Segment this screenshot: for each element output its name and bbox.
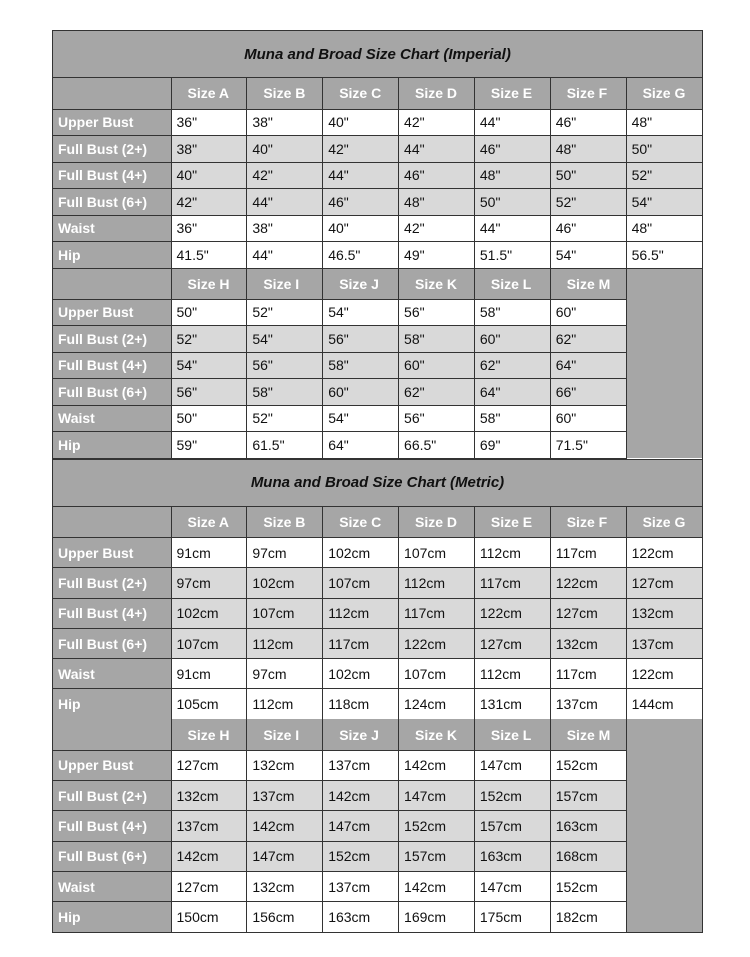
measurement-value: 127cm	[171, 871, 247, 901]
measurement-value: 58"	[474, 299, 550, 326]
measurement-value: 124cm	[399, 689, 475, 719]
measurement-value: 50"	[474, 189, 550, 216]
measurement-value: 137cm	[626, 628, 702, 658]
measurement-value: 118cm	[323, 689, 399, 719]
measurement-value: 40"	[247, 136, 323, 163]
measurement-value: 46"	[399, 162, 475, 189]
measurement-value: 132cm	[626, 598, 702, 628]
measurement-row	[53, 689, 702, 719]
measurement-value: 44"	[474, 109, 550, 136]
measurement-value: 56.5"	[626, 242, 702, 269]
measurement-value: 102cm	[247, 568, 323, 598]
measurement-row	[53, 871, 702, 901]
header-corner-cell	[53, 268, 171, 299]
measurement-value: 54"	[323, 405, 399, 432]
measurement-value: 152cm	[550, 750, 626, 780]
measurement-value: 58"	[247, 379, 323, 406]
measurement-value: 56"	[323, 326, 399, 353]
measurement-value: 142cm	[323, 781, 399, 811]
measurement-value: 41.5"	[171, 242, 247, 269]
measurement-value: 38"	[247, 109, 323, 136]
metric-chart-title: Muna and Broad Size Chart (Metric)	[53, 459, 702, 507]
size-column-header: Size K	[399, 719, 475, 750]
measurement-value: 46.5"	[323, 242, 399, 269]
size-column-header: Size H	[171, 268, 247, 299]
size-header-row	[53, 268, 702, 299]
measurement-value: 132cm	[171, 781, 247, 811]
measurement-value: 147cm	[474, 871, 550, 901]
measurement-value: 168cm	[550, 841, 626, 871]
measurement-value: 58"	[474, 405, 550, 432]
measurement-value: 44"	[323, 162, 399, 189]
measurement-label: Hip	[53, 432, 171, 459]
measurement-value: 147cm	[474, 750, 550, 780]
measurement-value: 64"	[323, 432, 399, 459]
measurement-value: 60"	[474, 326, 550, 353]
measurement-value: 97cm	[247, 538, 323, 568]
measurement-value: 64"	[550, 352, 626, 379]
measurement-value: 163cm	[323, 902, 399, 932]
size-column-header: Size M	[550, 719, 626, 750]
measurement-value: 152cm	[550, 871, 626, 901]
measurement-value: 61.5"	[247, 432, 323, 459]
size-column-header: Size M	[550, 268, 626, 299]
measurement-value: 132cm	[550, 628, 626, 658]
measurement-value: 157cm	[474, 811, 550, 841]
measurement-value: 107cm	[399, 659, 475, 689]
size-column-header: Size K	[399, 268, 475, 299]
measurement-row	[53, 326, 702, 353]
measurement-value: 91cm	[171, 659, 247, 689]
measurement-value: 112cm	[247, 689, 323, 719]
measurement-value: 137cm	[550, 689, 626, 719]
measurement-value: 157cm	[550, 781, 626, 811]
measurement-value: 46"	[550, 109, 626, 136]
measurement-value: 107cm	[399, 538, 475, 568]
measurement-value: 52"	[247, 299, 323, 326]
size-header-row	[53, 507, 702, 538]
measurement-label: Full Bust (2+)	[53, 326, 171, 353]
measurement-value: 102cm	[323, 659, 399, 689]
measurement-value: 117cm	[474, 568, 550, 598]
size-column-header: Size A	[171, 78, 247, 109]
measurement-value: 163cm	[474, 841, 550, 871]
size-column-header: Size C	[323, 507, 399, 538]
measurement-label: Upper Bust	[53, 299, 171, 326]
measurement-value: 127cm	[550, 598, 626, 628]
measurement-value: 132cm	[247, 871, 323, 901]
measurement-value: 48"	[474, 162, 550, 189]
measurement-label: Hip	[53, 689, 171, 719]
measurement-value: 117cm	[550, 659, 626, 689]
measurement-value: 46"	[323, 189, 399, 216]
measurement-label: Waist	[53, 659, 171, 689]
measurement-row	[53, 242, 702, 269]
measurement-value: 62"	[474, 352, 550, 379]
measurement-value: 175cm	[474, 902, 550, 932]
measurement-value: 107cm	[323, 568, 399, 598]
measurement-value: 52"	[247, 405, 323, 432]
measurement-value: 60"	[550, 299, 626, 326]
measurement-label: Full Bust (4+)	[53, 811, 171, 841]
measurement-value: 49"	[399, 242, 475, 269]
size-column-header: Size F	[550, 507, 626, 538]
measurement-label: Full Bust (6+)	[53, 189, 171, 216]
measurement-value: 42"	[247, 162, 323, 189]
measurement-label: Full Bust (6+)	[53, 841, 171, 871]
measurement-value: 38"	[171, 136, 247, 163]
measurement-value: 169cm	[399, 902, 475, 932]
size-column-header: Size J	[323, 268, 399, 299]
measurement-value: 44"	[474, 215, 550, 242]
measurement-value: 105cm	[171, 689, 247, 719]
measurement-value: 56"	[399, 299, 475, 326]
size-column-header: Size E	[474, 78, 550, 109]
measurement-value: 48"	[550, 136, 626, 163]
size-chart-sheet	[52, 30, 703, 933]
measurement-value: 66.5"	[399, 432, 475, 459]
measurement-value: 48"	[626, 215, 702, 242]
measurement-row	[53, 568, 702, 598]
imperial-table	[53, 78, 702, 459]
size-column-header: Size F	[550, 78, 626, 109]
measurement-row	[53, 781, 702, 811]
measurement-row	[53, 628, 702, 658]
size-column-header: Size I	[247, 268, 323, 299]
size-column-header: Size A	[171, 507, 247, 538]
measurement-value: 46"	[550, 215, 626, 242]
measurement-label: Waist	[53, 871, 171, 901]
measurement-value: 102cm	[171, 598, 247, 628]
measurement-value: 52"	[626, 162, 702, 189]
measurement-value: 122cm	[550, 568, 626, 598]
measurement-label: Upper Bust	[53, 750, 171, 780]
measurement-value: 50"	[171, 299, 247, 326]
size-column-header: Size G	[626, 78, 702, 109]
measurement-value: 112cm	[474, 538, 550, 568]
measurement-row	[53, 109, 702, 136]
measurement-label: Hip	[53, 902, 171, 932]
measurement-value: 152cm	[474, 781, 550, 811]
measurement-value: 112cm	[474, 659, 550, 689]
measurement-value: 54"	[323, 299, 399, 326]
size-column-header: Size L	[474, 268, 550, 299]
measurement-row	[53, 299, 702, 326]
measurement-value: 54"	[550, 242, 626, 269]
measurement-value: 142cm	[171, 841, 247, 871]
measurement-value: 152cm	[399, 811, 475, 841]
measurement-value: 50"	[171, 405, 247, 432]
measurement-value: 60"	[550, 405, 626, 432]
measurement-value: 36"	[171, 109, 247, 136]
measurement-value: 54"	[171, 352, 247, 379]
size-column-header: Size L	[474, 719, 550, 750]
measurement-label: Hip	[53, 242, 171, 269]
measurement-value: 157cm	[399, 841, 475, 871]
measurement-value: 137cm	[323, 750, 399, 780]
measurement-value: 42"	[171, 189, 247, 216]
size-column-header: Size E	[474, 507, 550, 538]
measurement-value: 38"	[247, 215, 323, 242]
measurement-value: 142cm	[399, 871, 475, 901]
size-column-header: Size J	[323, 719, 399, 750]
measurement-row	[53, 352, 702, 379]
measurement-row	[53, 136, 702, 163]
measurement-value: 142cm	[247, 811, 323, 841]
measurement-value: 91cm	[171, 538, 247, 568]
measurement-value: 40"	[171, 162, 247, 189]
measurement-value: 56"	[399, 405, 475, 432]
measurement-value: 40"	[323, 215, 399, 242]
measurement-value: 122cm	[626, 659, 702, 689]
size-column-header: Size B	[247, 78, 323, 109]
header-corner-cell	[53, 507, 171, 538]
measurement-value: 163cm	[550, 811, 626, 841]
measurement-label: Full Bust (6+)	[53, 628, 171, 658]
measurement-value: 52"	[171, 326, 247, 353]
measurement-value: 122cm	[626, 538, 702, 568]
measurement-value: 117cm	[550, 538, 626, 568]
measurement-row	[53, 405, 702, 432]
measurement-value: 54"	[626, 189, 702, 216]
measurement-value: 117cm	[323, 628, 399, 658]
measurement-value: 56"	[171, 379, 247, 406]
measurement-row	[53, 811, 702, 841]
measurement-value: 122cm	[474, 598, 550, 628]
measurement-label: Full Bust (4+)	[53, 162, 171, 189]
measurement-value: 147cm	[247, 841, 323, 871]
measurement-value: 58"	[323, 352, 399, 379]
measurement-label: Waist	[53, 215, 171, 242]
measurement-value: 40"	[323, 109, 399, 136]
measurement-value: 97cm	[171, 568, 247, 598]
measurement-value: 42"	[399, 215, 475, 242]
measurement-row	[53, 750, 702, 780]
measurement-value: 112cm	[323, 598, 399, 628]
measurement-value: 42"	[399, 109, 475, 136]
measurement-value: 147cm	[399, 781, 475, 811]
measurement-value: 50"	[550, 162, 626, 189]
measurement-value: 51.5"	[474, 242, 550, 269]
measurement-value: 182cm	[550, 902, 626, 932]
measurement-value: 97cm	[247, 659, 323, 689]
measurement-value: 122cm	[399, 628, 475, 658]
measurement-value: 71.5"	[550, 432, 626, 459]
measurement-row	[53, 379, 702, 406]
measurement-value: 66"	[550, 379, 626, 406]
measurement-value: 62"	[399, 379, 475, 406]
measurement-value: 117cm	[399, 598, 475, 628]
measurement-value: 137cm	[247, 781, 323, 811]
measurement-value: 58"	[399, 326, 475, 353]
measurement-row	[53, 841, 702, 871]
measurement-row	[53, 162, 702, 189]
measurement-value: 69"	[474, 432, 550, 459]
measurement-value: 142cm	[399, 750, 475, 780]
measurement-value: 44"	[247, 189, 323, 216]
measurement-value: 59"	[171, 432, 247, 459]
measurement-value: 64"	[474, 379, 550, 406]
measurement-row	[53, 659, 702, 689]
size-column-header: Size C	[323, 78, 399, 109]
measurement-value: 107cm	[247, 598, 323, 628]
size-column-header: Size D	[399, 507, 475, 538]
size-column-header: Size I	[247, 719, 323, 750]
measurement-value: 127cm	[171, 750, 247, 780]
measurement-value: 54"	[247, 326, 323, 353]
measurement-value: 62"	[550, 326, 626, 353]
measurement-value: 50"	[626, 136, 702, 163]
measurement-value: 46"	[474, 136, 550, 163]
measurement-row	[53, 189, 702, 216]
empty-filler-cell	[626, 268, 702, 458]
measurement-row	[53, 538, 702, 568]
measurement-value: 36"	[171, 215, 247, 242]
measurement-value: 131cm	[474, 689, 550, 719]
measurement-value: 112cm	[399, 568, 475, 598]
measurement-label: Full Bust (2+)	[53, 136, 171, 163]
imperial-chart-title: Muna and Broad Size Chart (Imperial)	[53, 31, 702, 78]
header-corner-cell	[53, 78, 171, 109]
size-column-header: Size H	[171, 719, 247, 750]
measurement-value: 107cm	[171, 628, 247, 658]
empty-filler-cell	[626, 719, 702, 932]
measurement-label: Upper Bust	[53, 538, 171, 568]
measurement-value: 112cm	[247, 628, 323, 658]
header-corner-cell	[53, 719, 171, 750]
measurement-label: Full Bust (4+)	[53, 598, 171, 628]
measurement-value: 42"	[323, 136, 399, 163]
measurement-row	[53, 215, 702, 242]
measurement-value: 144cm	[626, 689, 702, 719]
size-column-header: Size G	[626, 507, 702, 538]
measurement-value: 56"	[247, 352, 323, 379]
measurement-value: 127cm	[474, 628, 550, 658]
measurement-value: 44"	[399, 136, 475, 163]
measurement-value: 48"	[399, 189, 475, 216]
measurement-value: 127cm	[626, 568, 702, 598]
measurement-row	[53, 598, 702, 628]
measurement-value: 137cm	[323, 871, 399, 901]
measurement-label: Full Bust (6+)	[53, 379, 171, 406]
measurement-value: 152cm	[323, 841, 399, 871]
size-column-header: Size B	[247, 507, 323, 538]
measurement-row	[53, 902, 702, 932]
measurement-label: Waist	[53, 405, 171, 432]
measurement-value: 156cm	[247, 902, 323, 932]
metric-table	[53, 507, 702, 933]
measurement-value: 102cm	[323, 538, 399, 568]
measurement-value: 137cm	[171, 811, 247, 841]
measurement-row	[53, 432, 702, 459]
measurement-label: Upper Bust	[53, 109, 171, 136]
size-header-row	[53, 78, 702, 109]
measurement-value: 44"	[247, 242, 323, 269]
measurement-value: 132cm	[247, 750, 323, 780]
measurement-value: 52"	[550, 189, 626, 216]
measurement-value: 60"	[399, 352, 475, 379]
measurement-value: 60"	[323, 379, 399, 406]
measurement-label: Full Bust (4+)	[53, 352, 171, 379]
measurement-value: 147cm	[323, 811, 399, 841]
size-header-row	[53, 719, 702, 750]
measurement-label: Full Bust (2+)	[53, 781, 171, 811]
measurement-label: Full Bust (2+)	[53, 568, 171, 598]
measurement-value: 150cm	[171, 902, 247, 932]
size-column-header: Size D	[399, 78, 475, 109]
measurement-value: 48"	[626, 109, 702, 136]
